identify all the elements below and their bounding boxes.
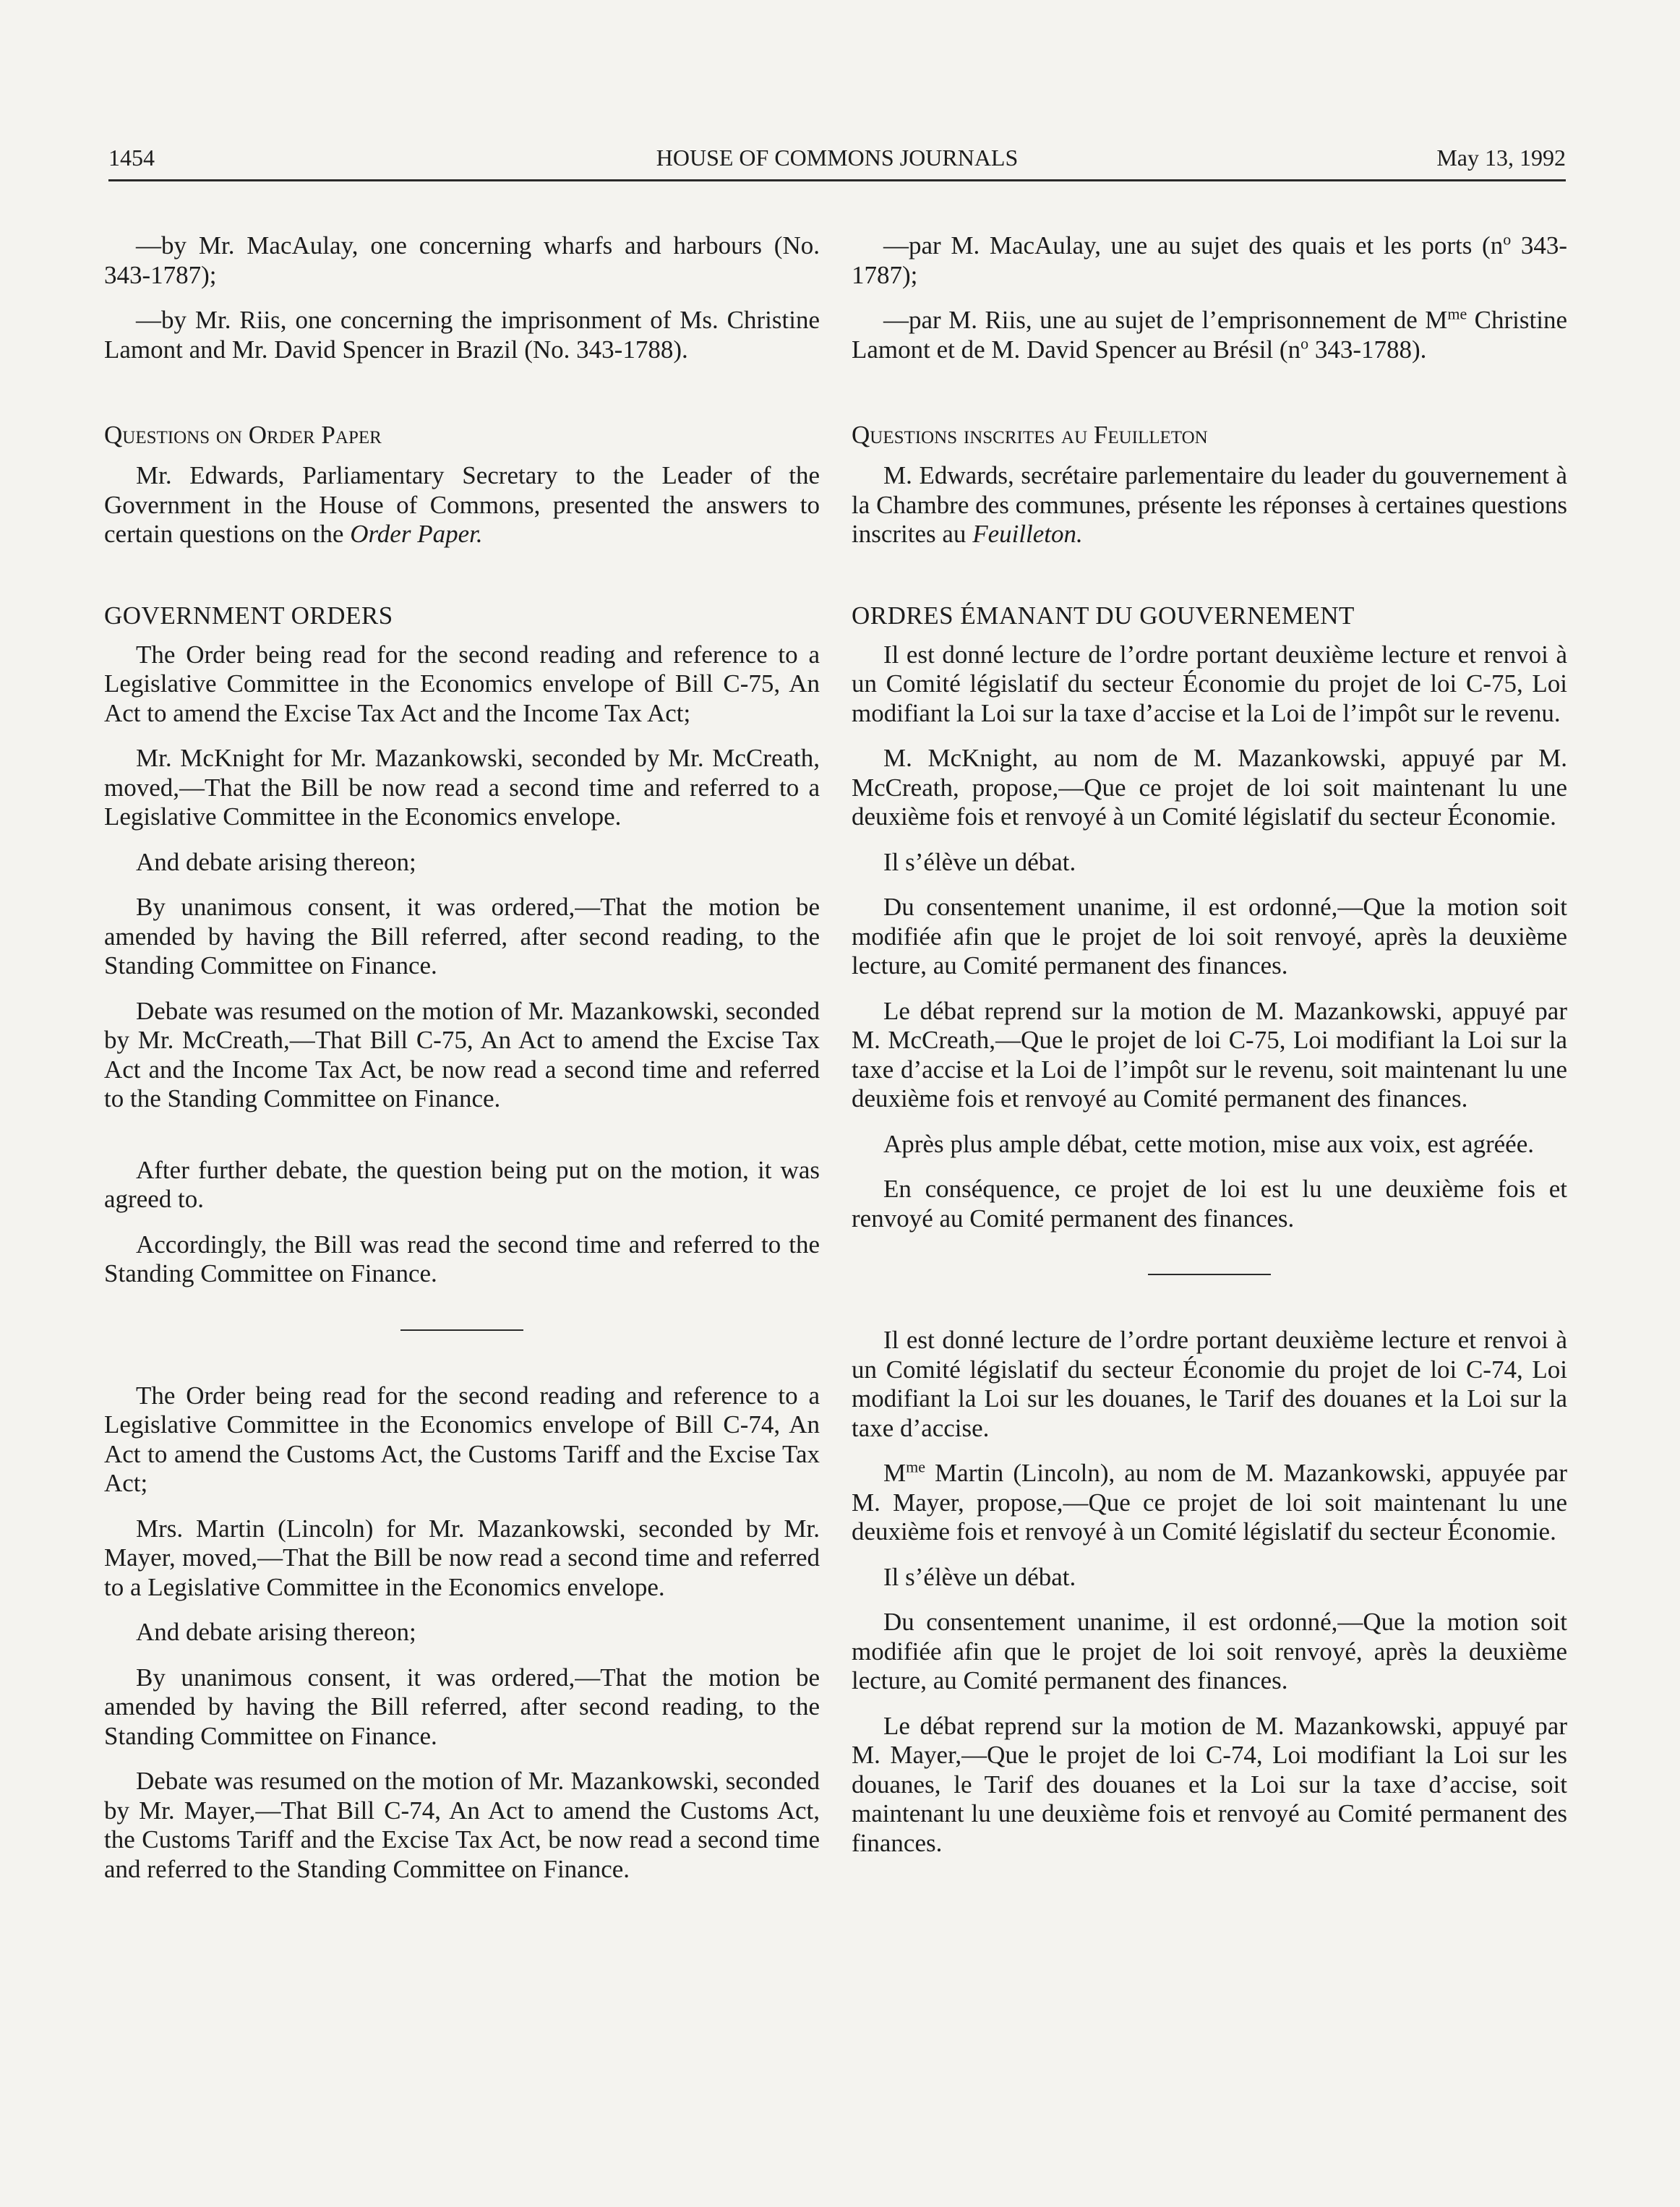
french-column (852, 231, 1567, 1858)
petition-riis: —by Mr. Riis, one concerning the imprisonment of Ms. Christine Lamont and Mr. David Spencer in Brazil (No. 343-1788). (104, 306, 820, 364)
order2-paragraph-fr: Du consentement unanime, il est ordonné,—Que la motion soit modifiée afin que le projet de loi soit renvoyé, après la deuxième lecture, au Comité permanent des finances. (852, 1608, 1567, 1694)
order1-paragraph: Accordingly, the Bill was read the second time and referred to the Standing Committee on Finance. (104, 1230, 820, 1287)
superscript: me (1447, 304, 1467, 323)
section-divider-fr (1148, 1274, 1271, 1275)
order1-paragraph: The Order being read for the second reading and reference to a Legislative Committee in the Economics envelope of Bill C-75, An Act to amend the Excise Tax Act and the Income Tax Act; (104, 640, 820, 727)
order2-text: M (883, 1459, 907, 1487)
superscript: me (906, 1457, 926, 1476)
journal-title: HOUSE OF COMMONS JOURNALS (656, 145, 1019, 171)
order2-paragraph-fr (852, 1459, 1567, 1547)
government-orders-heading: GOVERNMENT ORDERS (104, 601, 393, 630)
page-date: May 13, 1992 (1436, 145, 1566, 171)
order-paper-title: Order Paper. (350, 520, 483, 548)
order2-paragraph-fr: Il s’élève un débat. (883, 1562, 1076, 1591)
order2-paragraph-fr: Il est donné lecture de l’ordre portant deuxième lecture et renvoi à un Comité législatif du secteur Économie du projet de loi C-74, Loi modifiant la Loi sur les douanes, le Tarif des douanes et la Loi sur la taxe d’accise. (852, 1326, 1567, 1442)
questions-heading-fr: Questions inscrites au Feuilleton (852, 421, 1208, 449)
page-header (108, 142, 1566, 181)
order1-paragraph-fr: Du consentement unanime, il est ordonné,—Que la motion soit modifiée afin que le projet de loi soit renvoyé, après la deuxième lecture, au Comité permanent des finances. (852, 893, 1567, 980)
order1-paragraph-fr: M. McKnight, au nom de M. Mazankowski, appuyé par M. McCreath, propose,—Que ce projet de loi soit maintenant lu une deuxième fois et renvoyé à un Comité législatif du secteur Économie. (852, 744, 1567, 831)
order1-paragraph: Mr. McKnight for Mr. Mazankowski, seconded by Mr. McCreath, moved,—That the Bill be now read a second time and referred to a Legislative Committee in the Economics envelope. (104, 744, 820, 831)
english-column (104, 231, 820, 1884)
order1-paragraph-fr: Il s’élève un débat. (883, 847, 1076, 876)
order2-paragraph: Mrs. Martin (Lincoln) for Mr. Mazankowski, seconded by Mr. Mayer, moved,—That the Bill be now read a second time and referred to a Legislative Committee in the Economics envelope. (104, 1514, 820, 1601)
petition-text: 343-1787); (852, 231, 1568, 289)
petition-macaulay-fr (852, 231, 1567, 290)
order2-text: Martin (Lincoln), au nom de M. Mazankowski, appuyée par M. Mayer, propose,—Que ce projet de loi soit maintenant lu une deuxième fois et renvoyé à un Comité législatif du secteur Économie. (852, 1459, 1567, 1546)
order1-paragraph: After further debate, the question being put on the motion, it was agreed to. (104, 1155, 820, 1213)
petition-macaulay: —by Mr. MacAulay, one concerning wharfs and harbours (No. 343-1787); (104, 231, 820, 289)
order2-paragraph: By unanimous consent, it was ordered,—That the motion be amended by having the Bill referred, after second reading, to the Standing Committee on Finance. (104, 1663, 820, 1750)
superscript: o (1503, 230, 1512, 249)
government-orders-heading-fr: ORDRES ÉMANANT DU GOUVERNEMENT (852, 601, 1355, 630)
petition-text: Christine Lamont et de M. David Spencer au Brésil (n (852, 306, 1567, 364)
order1-paragraph-fr: Après plus ample débat, cette motion, mise aux voix, est agréée. (883, 1129, 1535, 1158)
page-number: 1454 (108, 145, 155, 171)
petition-text: —par M. MacAulay, une au sujet des quais et les ports (n (883, 231, 1504, 260)
order2-paragraph: Debate was resumed on the motion of Mr. Mazankowski, seconded by Mr. Mayer,—That Bill C-74, An Act to amend the Customs Act, the Customs Tariff and the Excise Tax Act, be now read a second time and referred to the Standing Committee on Finance. (104, 1767, 820, 1883)
petition-text: —par M. Riis, une au sujet de l’emprisonnement de M (883, 306, 1448, 334)
questions-paragraph (104, 461, 820, 549)
questions-paragraph-fr (852, 461, 1567, 549)
order1-paragraph-fr: En conséquence, ce projet de loi est lu une deuxième fois et renvoyé au Comité permanent des finances. (852, 1175, 1567, 1233)
order1-paragraph: Debate was resumed on the motion of Mr. Mazankowski, seconded by Mr. McCreath,—That Bill C-75, An Act to amend the Excise Tax Act and the Income Tax Act, be now read a second time and referred to the Standing Committee on Finance. (104, 996, 820, 1113)
order2-paragraph: And debate arising thereon; (136, 1618, 416, 1646)
order1-paragraph-fr: Il est donné lecture de l’ordre portant deuxième lecture et renvoi à un Comité législatif du secteur Économie du projet de loi C-75, Loi modifiant la Loi sur la taxe d’accise et la Loi de l’impôt sur le revenu. (852, 640, 1567, 727)
questions-text: Mr. Edwards, Parliamentary Secretary to the Leader of the Government in the House of Commons, presented the answers to certain questions on the (104, 461, 820, 548)
order1-paragraph-fr: Le débat reprend sur la motion de M. Mazankowski, appuyé par M. McCreath,—Que le projet de loi C-75, Loi modifiant la Loi sur la taxe d’accise et la Loi de l’impôt sur le revenu, soit maintenant lu une deuxième fois et renvoyé au Comité permanent des finances. (852, 996, 1567, 1113)
section-divider (400, 1329, 523, 1331)
questions-heading: Questions on Order Paper (104, 421, 382, 449)
feuilleton-title: Feuilleton. (972, 520, 1083, 548)
order2-paragraph: The Order being read for the second reading and reference to a Legislative Committee in the Economics envelope of Bill C-74, An Act to amend the Customs Act, the Customs Tariff and the Excise Tax Act; (104, 1381, 820, 1497)
petition-riis-fr (852, 306, 1567, 364)
order2-paragraph-fr: Le débat reprend sur la motion de M. Mazankowski, appuyé par M. Mayer,—Que le projet de loi C-74, Loi modifiant la Loi sur les douanes, le Tarif des douanes et la Loi sur la taxe d’accise, soit maintenant lu une deuxième fois et renvoyé au Comité permanent des finances. (852, 1711, 1567, 1857)
superscript: o (1300, 333, 1309, 352)
order1-paragraph: By unanimous consent, it was ordered,—That the motion be amended by having the Bill referred, after second reading, to the Standing Committee on Finance. (104, 893, 820, 980)
questions-text: M. Edwards, secrétaire parlementaire du leader du gouvernement à la Chambre des communes, présente les réponses à certaines questions inscrites au (852, 461, 1567, 548)
petition-text: 343-1788). (1308, 335, 1427, 364)
order1-paragraph: And debate arising thereon; (136, 847, 416, 876)
